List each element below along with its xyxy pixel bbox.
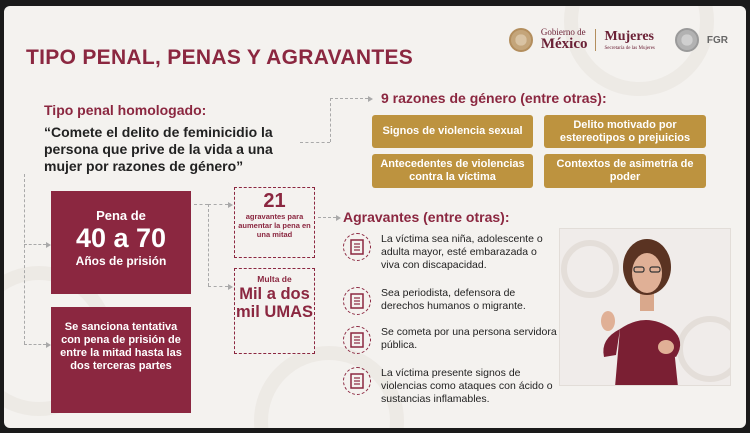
agravante-item (343, 287, 558, 315)
arrow-icon (368, 96, 373, 102)
razon-card: Antecedentes de violencias contra la víctima (372, 154, 533, 188)
fgr-seal-icon (675, 28, 699, 52)
tentativa-box: Se sanciona tentativa con pena de prisión de entre la mitad hasta las dos terceras partes (51, 307, 191, 413)
agravante-item (343, 233, 558, 272)
connector-line (24, 344, 46, 345)
agravante-text: La víctima presente signos de violencias como ataques con ácido o sustancias inflamables. (381, 367, 553, 405)
interpreter-figure (560, 229, 731, 386)
connector-line (24, 244, 46, 245)
pena-box (51, 191, 191, 294)
razon-card: Signos de violencia sexual (372, 115, 533, 148)
multa-value: Mil a dos mil UMAS (235, 285, 313, 321)
connector-line (318, 217, 336, 218)
agravantes-count-number: 21 (263, 190, 286, 212)
agravante-text: La víctima sea niña, adolescente o adulta mayor, esté embarazada o viva con discapacidad. (381, 233, 543, 271)
pena-range: 40 a 70 (75, 223, 167, 253)
arrow-icon (228, 202, 233, 208)
tipo-penal-label: Tipo penal homologado: (44, 102, 207, 118)
connector-line (300, 142, 330, 143)
connector-line (208, 204, 209, 286)
document-list-icon (343, 287, 371, 315)
document-list-icon (343, 326, 371, 354)
agravantes-count-box (234, 187, 315, 258)
arrow-icon (336, 215, 341, 221)
logo-divider (595, 29, 596, 51)
agravante-text: Se cometa por una persona servidora pública. (381, 326, 557, 351)
connector-line (330, 98, 331, 142)
coat-of-arms-icon (509, 28, 533, 52)
arrow-icon (228, 284, 233, 290)
razones-title: 9 razones de género (entre otras): (381, 90, 607, 106)
pena-label: Pena de (96, 208, 146, 223)
mujeres-logo: Mujeres Secretaría de las Mujeres (604, 28, 655, 51)
agravante-item (343, 326, 558, 354)
agravantes-title: Agravantes (entre otras): (343, 209, 510, 225)
agravante-text: Sea periodista, defensora de derechos humanos o migrante. (381, 287, 526, 312)
connector-line (330, 98, 368, 99)
fgr-logo: FGR (706, 34, 728, 46)
agravantes-count-text: agravantes para aumentar la pena en una mitad (238, 212, 311, 239)
document-list-icon (343, 233, 371, 261)
connector-line (208, 286, 228, 287)
agravante-item (343, 367, 558, 406)
logos-bar (509, 28, 728, 52)
multa-box (234, 268, 315, 354)
tipo-penal-quote: “Comete el delito de feminicidio la persona que prive de la vida a una mujer por razones de género” (44, 124, 273, 174)
razon-card: Delito motivado por estereotipos o prejuicios (544, 115, 706, 148)
sign-language-interpreter-video (559, 228, 731, 386)
pena-unit: Años de prisión (75, 254, 167, 268)
gobierno-mexico-logo: Gobierno de México (540, 27, 588, 52)
connector-line (24, 174, 25, 344)
slide (4, 6, 746, 428)
document-list-icon (343, 367, 371, 395)
multa-label: Multa de (257, 274, 292, 284)
razon-card: Contextos de asimetría de poder (544, 154, 706, 188)
connector-line (208, 204, 228, 205)
slide-title: TIPO PENAL, PENAS Y AGRAVANTES (26, 46, 414, 69)
connector-line (194, 204, 208, 205)
